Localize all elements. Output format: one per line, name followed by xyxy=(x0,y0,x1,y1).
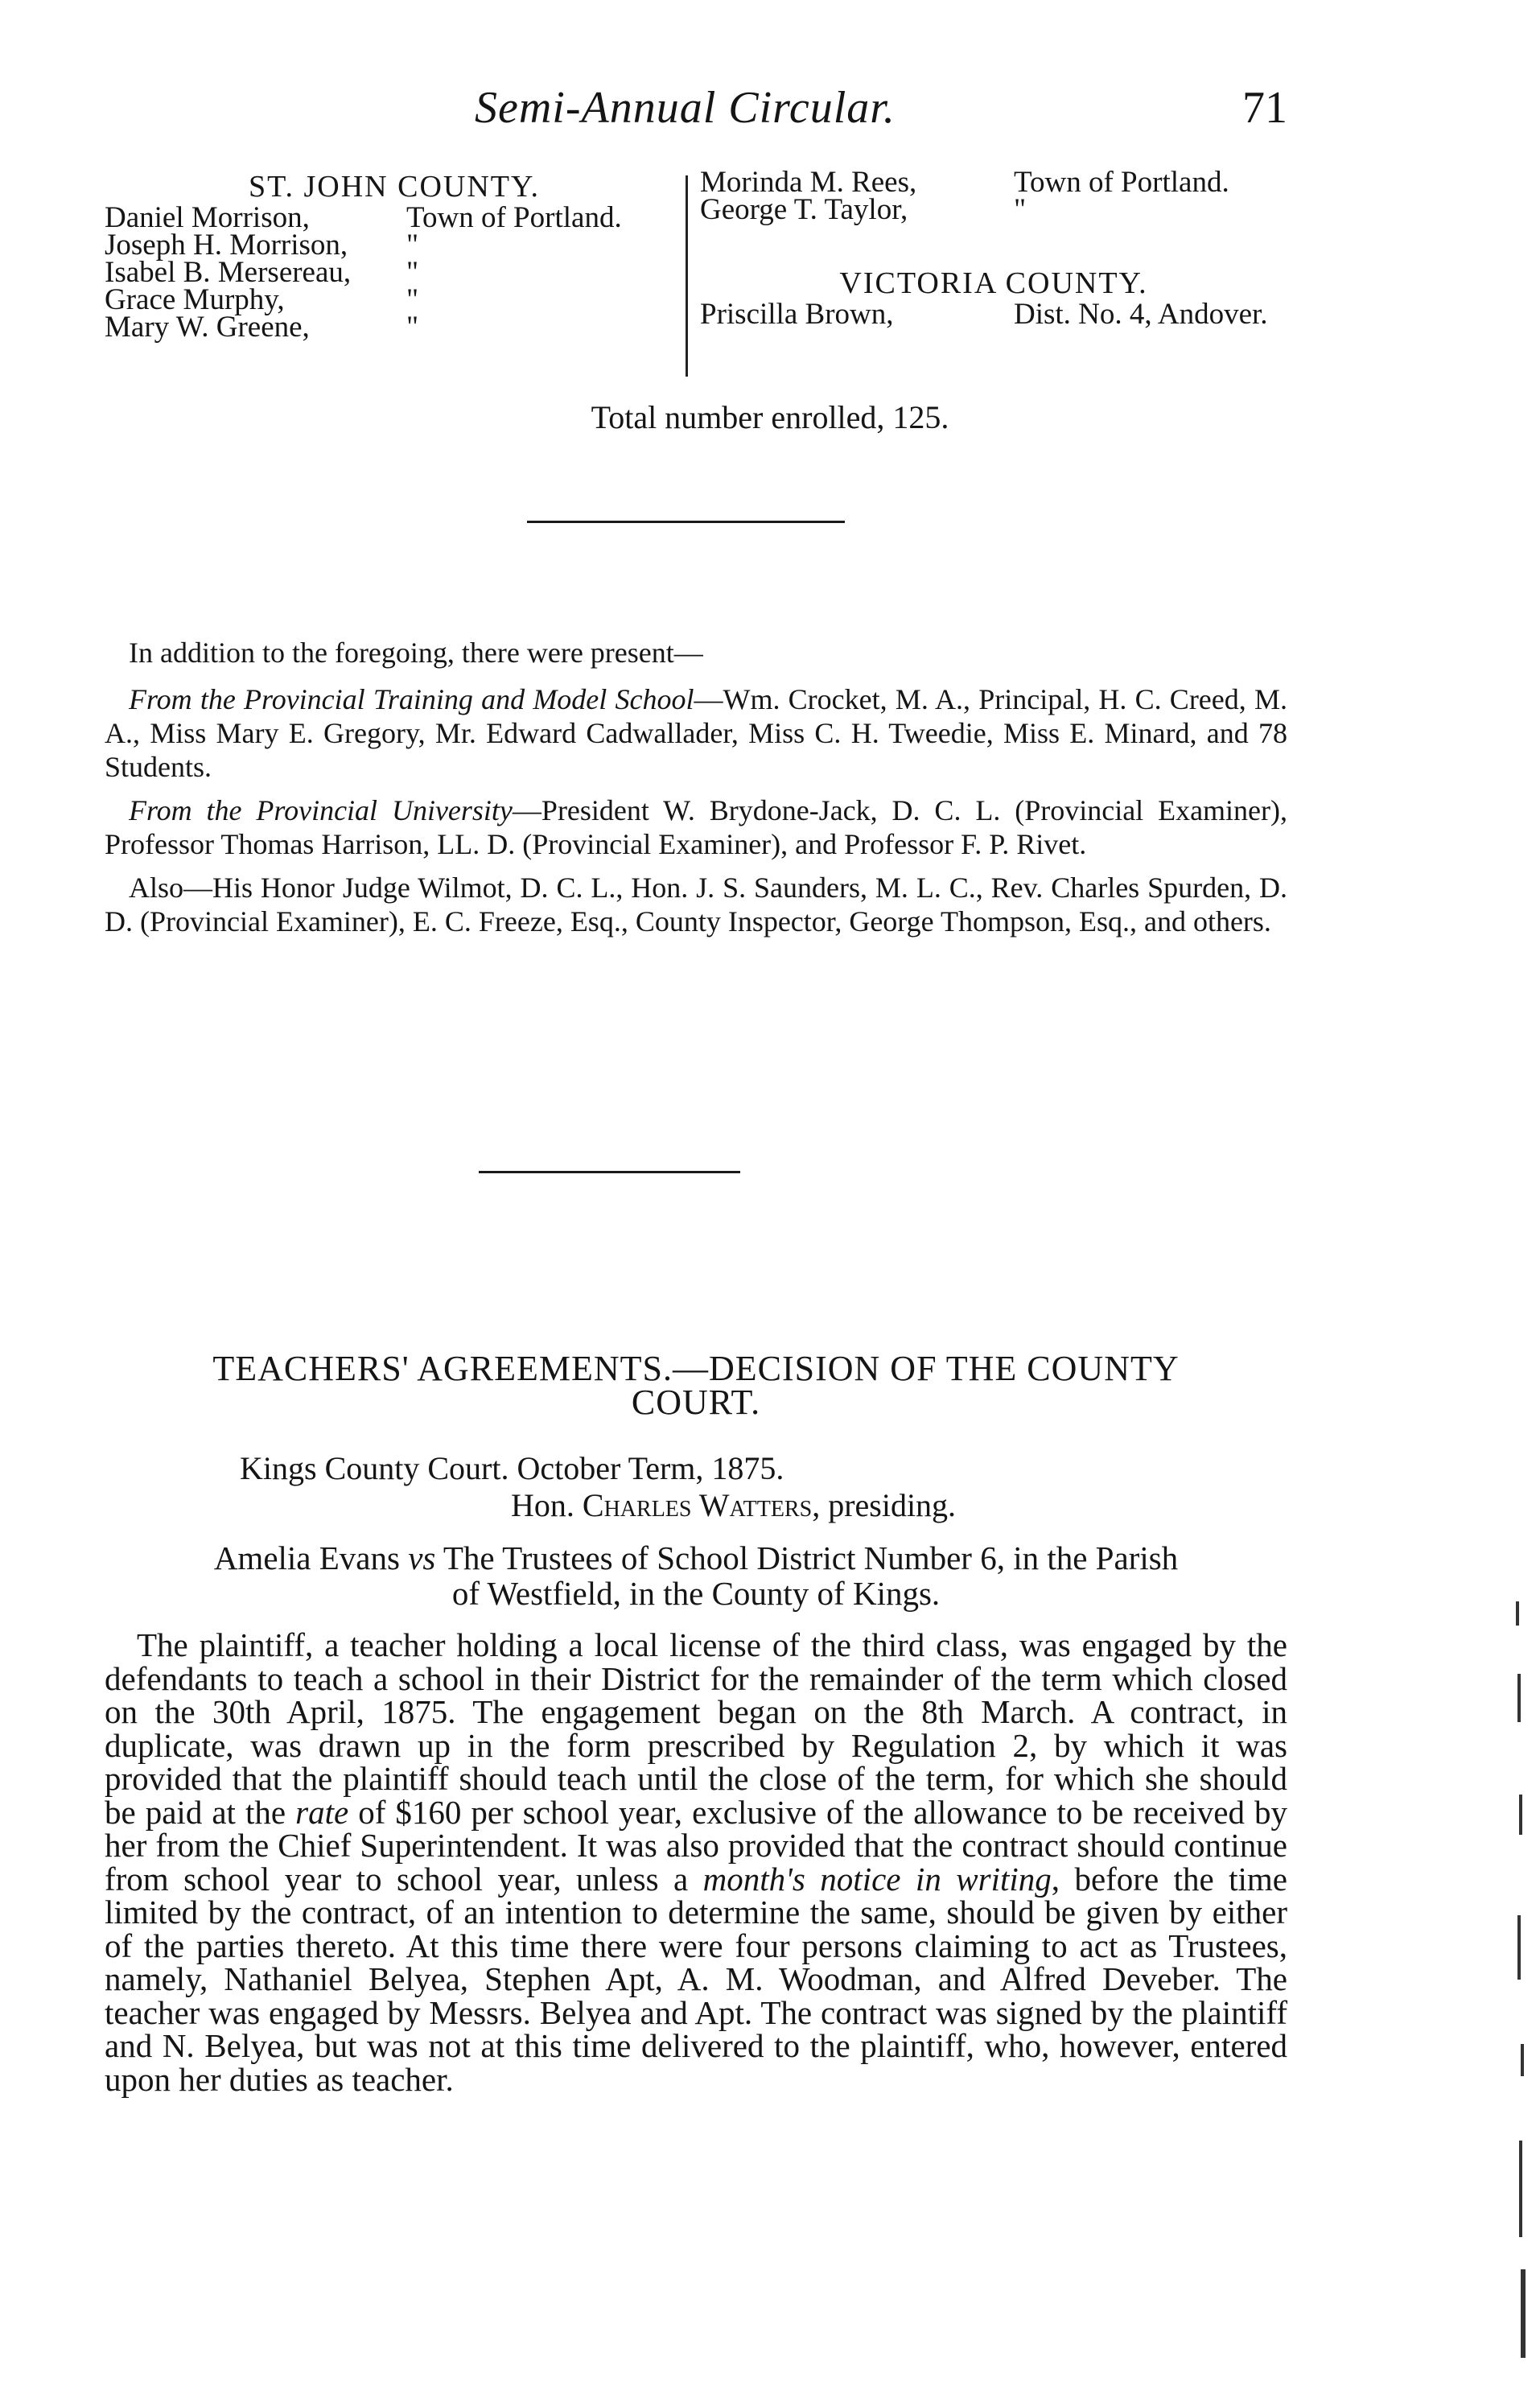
roster-entry xyxy=(700,298,1287,331)
section-divider-rule xyxy=(527,521,845,523)
entry-name: Morinda M. Rees, xyxy=(700,166,917,199)
body-text: , before the time limited by the contract, of an intention to determine the same, should be given by either of the parties thereto. At this time there were four persons claiming to act as Trustees, namely, Nathaniel Belyea, Stephen Apt, A. M. Woodman, and Alfred Deveber. The teacher was engaged by Messrs. Belyea and Apt. The contract was signed by the plaintiff and N. Belyea, but was not at this time delivered to the plaintiff, who, however, entered upon her duties as teacher. xyxy=(105,1860,1287,2098)
roster-entry xyxy=(105,201,684,234)
edge-speck xyxy=(1521,2269,1526,2358)
university-paragraph xyxy=(105,793,1287,861)
training-school-text: —Wm. Crocket, M. A., Principal, H. C. Creed, M. A., Miss Mary E. Gregory, Mr. Edward Cadwallader, Miss C. H. Tweedie, Miss E. Minard, and 78 Students. xyxy=(105,683,1287,783)
section-title-line: COURT. xyxy=(631,1383,761,1422)
entry-name: Grace Murphy, xyxy=(105,283,285,316)
body-text: The plaintiff, a teacher holding a local license of the third class, was engaged by the defendants to teach a school in their District for the remainder of the term which closed on the 30th April, 1875. The engagement began on the 8th March. A contract, in duplicate, was drawn up in the form prescribed by Regulation 2, by which it was provided that the plaintiff should teach until the close of the term, for which she should be paid at the xyxy=(105,1626,1287,1831)
roster-entry xyxy=(700,166,1287,199)
training-school-label: From the Provincial Training and Model School xyxy=(129,683,694,715)
case-title-line xyxy=(105,1540,1287,1576)
total-enrolled: Total number enrolled, 125. xyxy=(591,399,949,435)
training-school-paragraph xyxy=(105,682,1287,784)
decision-section xyxy=(105,1349,1287,2129)
roster-entry xyxy=(105,256,684,289)
running-title: Semi-Annual Circular. xyxy=(475,83,896,133)
entry-name: Isabel B. Mersereau, xyxy=(105,256,352,289)
section-divider-rule xyxy=(479,1171,740,1173)
judge-name: Charles Watters xyxy=(582,1487,813,1523)
column-divider xyxy=(686,175,688,377)
attendance-section xyxy=(105,636,1287,948)
entry-place: Dist. No. 4, Andover. xyxy=(1014,298,1268,331)
entry-name: Joseph H. Morrison, xyxy=(105,229,348,262)
roster-left-column xyxy=(105,169,684,344)
entry-place: " xyxy=(1014,193,1027,226)
university-text: —President W. Brydone-Jack, D. C. L. (Provincial Examiner), Professor Thomas Harrison, LL. D. (Provincial Examiner), and Professor F. P. Rivet. xyxy=(105,794,1288,860)
enrollment-roster xyxy=(105,166,1287,402)
presiding-suffix: , presiding. xyxy=(812,1487,957,1523)
presiding-judge xyxy=(105,1487,1287,1524)
case-body-paragraph xyxy=(105,1626,1287,2098)
versus: vs xyxy=(408,1539,436,1576)
entry-name: Mary W. Greene, xyxy=(105,311,310,344)
entry-name: Priscilla Brown, xyxy=(700,298,894,331)
also-present-paragraph: Also—His Honor Judge Wilmot, D. C. L., Hon. J. S. Saunders, M. L. C., Rev. Charles Spurden, D. D. (Provincial Examiner), E. C. Freeze, Esq., County Inspector, George Thompson, Esq., and others. xyxy=(105,872,1287,938)
court-term: Kings County Court. October Term, 1875. xyxy=(240,1450,784,1486)
roster-right-column xyxy=(700,166,1287,331)
entry-place: " xyxy=(406,283,419,316)
edge-speck xyxy=(1521,2044,1524,2076)
edge-speck xyxy=(1517,1674,1521,1722)
running-header xyxy=(105,82,1287,138)
page-number: 71 xyxy=(1242,83,1287,133)
body-emphasis: rate xyxy=(295,1793,349,1831)
body-text: of $160 per school year, exclusive of the allowance to be received by her from the Chief Superintendent. It was also provided that the contract should continue from school year to school year, unless a xyxy=(105,1793,1287,1898)
presiding-prefix: Hon. xyxy=(511,1487,583,1523)
roster-entry xyxy=(105,283,684,316)
county-heading-victoria: VICTORIA COUNTY. xyxy=(839,266,1148,300)
attendance-intro: In addition to the foregoing, there were present— xyxy=(129,637,703,669)
entry-place: " xyxy=(406,256,419,289)
edge-speck xyxy=(1519,2141,1522,2237)
entry-place: " xyxy=(406,311,419,344)
entry-place: Town of Portland. xyxy=(406,201,622,234)
binding-edge-marks xyxy=(1508,1529,1532,2374)
section-title-line: TEACHERS' AGREEMENTS.—DECISION OF THE COUNTY xyxy=(212,1349,1180,1388)
section-title xyxy=(105,1349,1287,1422)
roster-entry xyxy=(105,311,684,344)
entry-name: George T. Taylor, xyxy=(700,193,908,226)
county-heading-st-john: ST. JOHN COUNTY. xyxy=(248,170,541,204)
entry-name: Daniel Morrison, xyxy=(105,201,310,234)
entry-place: Town of Portland. xyxy=(1014,166,1229,199)
case-title xyxy=(105,1540,1287,1611)
roster-entry xyxy=(105,229,684,262)
plaintiff-name: Amelia Evans xyxy=(213,1539,409,1576)
edge-speck xyxy=(1517,1915,1521,1980)
university-label: From the Provincial University xyxy=(129,794,513,826)
edge-speck xyxy=(1516,1601,1519,1626)
defendant-name: The Trustees of School District Number 6, in the Parish xyxy=(435,1539,1179,1576)
case-title-line: of Westfield, in the County of Kings. xyxy=(451,1575,941,1612)
body-emphasis: month's notice in writing xyxy=(702,1860,1052,1898)
edge-speck xyxy=(1519,1795,1522,1835)
roster-entry xyxy=(700,193,1287,226)
entry-place: " xyxy=(406,229,419,262)
